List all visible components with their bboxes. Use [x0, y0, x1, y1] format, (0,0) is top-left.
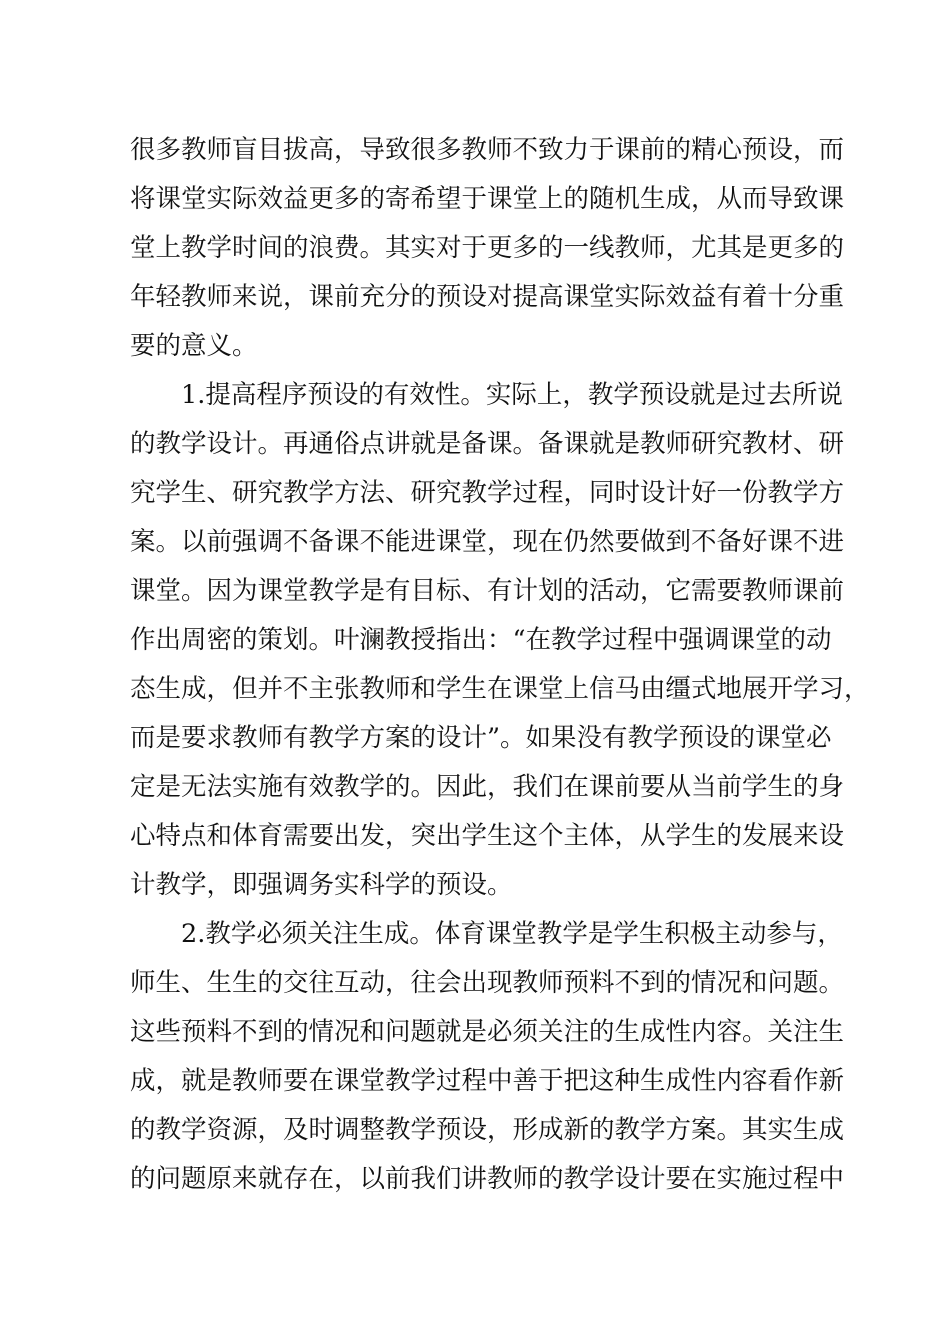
text-line: 成，就是教师要在课堂教学过程中善于把这种生成性内容看作新 [130, 1066, 845, 1096]
text-line: 要的意义。 [130, 331, 258, 361]
text-line: 堂上教学时间的浪费。其实对于更多的一线教师，尤其是更多的 [130, 233, 845, 263]
text-line: 作出周密的策划。叶澜教授指出：“在教学过程中强调课堂的动 [130, 625, 832, 655]
text-line: 态生成，但并不主张教师和学生在课堂上信马由缰式地展开学习， [130, 674, 870, 704]
text-line: 心特点和体育需要出发，突出学生这个主体，从学生的发展来设 [130, 821, 845, 851]
text-line: 而是要求教师有教学方案的设计”。如果没有教学预设的课堂必 [130, 723, 832, 753]
document-body [130, 126, 870, 1204]
text-line: 课堂。因为课堂教学是有目标、有计划的活动，它需要教师课前 [130, 576, 845, 606]
text-line: 计教学，即强调务实科学的预设。 [130, 870, 513, 900]
text-line: 的问题原来就存在，以前我们讲教师的教学设计要在实施过程中 [130, 1164, 845, 1194]
text-line: 2.教学必须关注生成。体育课堂教学是学生积极主动参与， [181, 919, 843, 949]
text-line: 案。以前强调不备课不能进课堂，现在仍然要做到不备好课不进 [130, 527, 845, 557]
text-line: 定是无法实施有效教学的。因此，我们在课前要从当前学生的身 [130, 772, 845, 802]
paragraph-2 [130, 371, 870, 910]
text-line: 师生、生生的交往互动，往会出现教师预料不到的情况和问题。 [130, 968, 845, 998]
text-line: 这些预料不到的情况和问题就是必须关注的生成性内容。关注生 [130, 1017, 845, 1047]
text-line: 的教学资源，及时调整教学预设，形成新的教学方案。其实生成 [130, 1115, 845, 1145]
text-line: 究学生、研究教学方法、研究教学过程，同时设计好一份教学方 [130, 478, 845, 508]
text-line: 将课堂实际效益更多的寄希望于课堂上的随机生成，从而导致课 [130, 184, 845, 214]
paragraph-1 [130, 126, 845, 371]
text-line: 很多教师盲目拔高，导致很多教师不致力于课前的精心预设，而 [130, 135, 845, 165]
text-line: 的教学设计。再通俗点讲就是备课。备课就是教师研究教材、研 [130, 429, 845, 459]
text-line: 1.提高程序预设的有效性。实际上，教学预设就是过去所说 [181, 380, 843, 410]
paragraph-3 [130, 910, 845, 1204]
text-line: 年轻教师来说，课前充分的预设对提高课堂实际效益有着十分重 [130, 282, 845, 312]
